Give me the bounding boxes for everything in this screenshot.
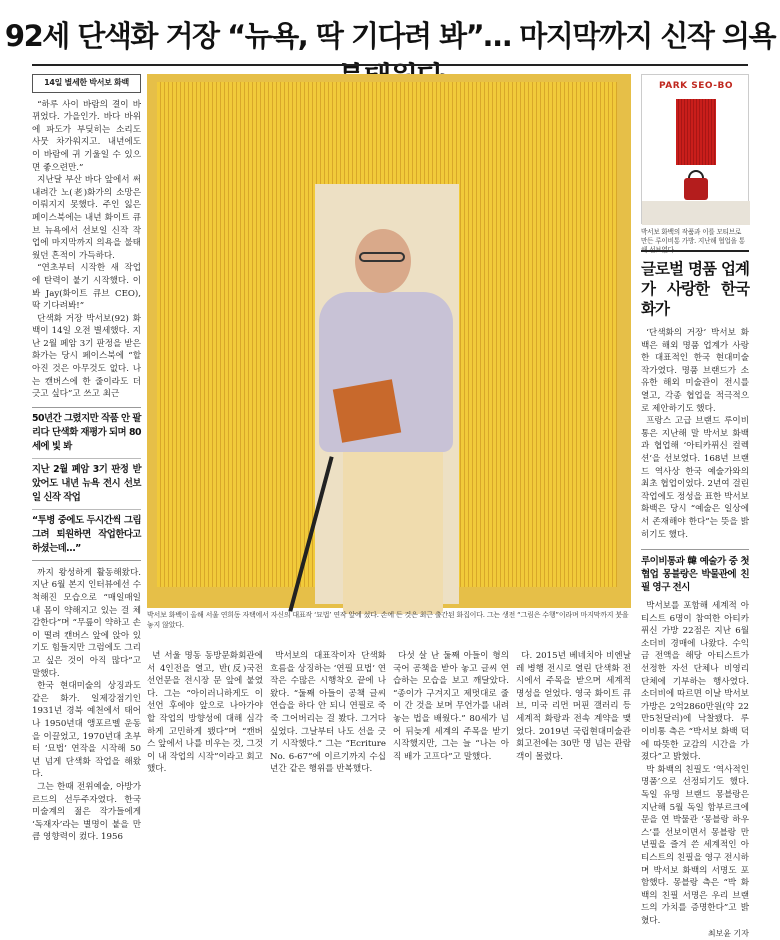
top-rule: [32, 64, 748, 66]
paragraph: “하루 사이 바람의 결이 바뀌었다. 가을인가. 바다 바위에 파도가 부딪히는 소리도 사뭇 차가워지고. 내년에도 이 바람에 귀 기울일 수 있으면 좋으련만.”: [32, 99, 141, 173]
book: [333, 379, 401, 443]
article-tag: 14일 별세한 박서보 화백: [32, 74, 141, 93]
paragraph: 박서보를 포함해 세계적 아티스트 6명이 참여한 아티카퓌신 가방 22점은 지난 6월 소더비 경매에 나왔다. 수익금 전액을 해당 아티스트가 선정한 자선 단체나 비영리 단체에 기부하는 행사였다. 소더비에 따르면 이날 박서보 가방은 2억2860만원(약 22만5천달러)에 낙찰됐다. 루이비통 측은 “박서보 화백 덕에 따뜻한 교감의 시간을 가졌다”고 밝혔다.: [641, 601, 749, 763]
headline: 92세 단색화 거장 “뉴욕, 딱 기다려 봐”… 마지막까지 신작 의욕: [4, 19, 776, 53]
paragraph: 한국 현대미술의 상징과도 같은 화가. 일제강점기인 1931년 경북 예천에서 태어나 1950년대 앵포르멜 운동을 이끌었고, 1970년대 초부터 ‘묘법’ 연작을 시작해 50년 넘게 단색화 작업을 해왔다.: [32, 681, 141, 780]
byline: 최보윤 기자: [707, 928, 749, 938]
right-column: [641, 250, 749, 938]
subheadline: 지난 2월 폐암 3기 판정 받았어도 내년 뉴욕 전시 선보일 신작 작업: [32, 463, 141, 503]
paragraph: 박 화백의 친필도 ‘역사적인 명품’으로 선정되기도 했다. 독일 유명 브랜드 몽블랑은 지난해 5월 독일 함부르크에 문을 연 박물관 ‘몽블랑 하우스’를 선보이면서 몽블랑 만년필을 즐겨 쓴 세계적인 아티스트의 친필을 영구 전시하며 박서보 화백의 서명도 포함했다. 몽블랑 측은 “박 화백의 친필 서명은 우리 브랜드의 가치를 증명한다”고 밝혔다.: [641, 764, 749, 926]
caption-text: 박서보 화백이 올해 서울 연희동 자택에서 자신의 대표작 ‘묘법’ 연작 앞에 섰다. 손에 든 것은 최근 출간된 화집이다. 그는 생전 “그림은 수행”이라며 마지막까지 붓을 놓지 않았다.: [147, 611, 629, 629]
glasses-icon: [359, 252, 405, 262]
side-article-headline: 글로벌 명품 업계가 사랑한 한국 화가: [641, 250, 749, 319]
paragraph: 프랑스 고급 브랜드 루이비통은 지난해 말 박서보 화백과 협업해 ‘아티카퓌신 컬렉션’을 선보였다. 168년 브랜드 역사상 한국 예술가와의 최초 협업이었다. 2년여 걸린 작업에도 정성을 표한 박서보 화백은 당시 “예술은 일상에서 존재해야 한다”는 뜻을 밝히기도 했다.: [641, 416, 749, 540]
paragraph: ‘단색화의 거장’ 박서보 화백은 해외 명품 업계가 사랑한 대표적인 한국 현대미술 작가였다. 명품 브랜드가 소유한 해외 미술관이 전시를 열고, 각종 협업을 적극적으로 제안하기도 했다.: [641, 328, 749, 414]
side-photo: [641, 74, 749, 224]
main-photo-caption: [147, 610, 631, 630]
body-column-1: 년 서울 명동 동방문화회관에서 4인전을 열고, 반(反)국전 선언문을 전시장 문 앞에 붙였다. 그는 “아이러니하게도 이 선언 후에야 앞으로 나아가야 할 작업의 방향성에 대해 심각하게 고민하게 됐다”며 “캔버스 앞에서 나를 비우는 것, 그것이 내 작업의 시작”이라고 회고했다.: [147, 651, 264, 775]
subheadline-block: [32, 407, 141, 561]
subheadline: “투병 중에도 두시간씩 그림 그려 퇴원하면 작업한다고 하셨는데…”: [32, 514, 141, 554]
red-artwork: [676, 99, 716, 165]
handbag-icon: [684, 178, 708, 200]
main-photo: [147, 74, 631, 608]
subheadline: 50년간 그렸지만 작품 안 팔리다 단색화 재평가 되며 80세에 빛 봐: [32, 412, 141, 452]
left-column: [32, 74, 141, 843]
person-pants: [343, 449, 443, 614]
side-subheadline: 루이비통과 韓 예술가 중 첫 협업 몽블랑은 박물관에 친필 영구 전시: [641, 549, 749, 594]
paragraph: 단색화 거장 박서보(92) 화백이 14일 오전 별세했다. 지난 2월 페암 3기 판정을 받은 화가는 당시 페이스북에 “할아진 것은 아무것도 없다. 나는 캔버스에 한 줄이라도 더 긋고 싶다”고 쓰고 최근: [32, 313, 141, 400]
paragraph: 그는 한때 전위예술, 아방가르드의 선두주자였다. 한국 미술계의 젊은 작가들에게 ‘독재자’라는 별명이 붙을 만큼 영향력이 컸다. 1956: [32, 781, 141, 843]
paragraph: 지난달 부산 바다 앞에서 써내려간 노(老)화가의 소망은 이뤄지지 못했다. 주인 잃은 페이스북에는 내년 화이트 큐브 뉴욕에서 선보일 신작 작업에 마지막까지 의욕을 불태웠던 흔적이 가득하다.: [32, 175, 141, 261]
body-column-2: 박서보의 대표작이자 단색화 흐름을 상징하는 ‘연필 묘법’ 연작은 수많은 시행착오 끝에 나왔다. “둘째 아들이 공책 글씨 연습을 하다 안 되니 연필로 죽죽 그어버리는 걸 봤다. 그거다 싶었다. 그날부터 나도 선을 긋기 시작했다.” 그는 “Ecriture No. 6-67”에 이르기까지 수십 년간 같은 행위를 반복했다.: [270, 651, 387, 775]
paragraph: “연초부터 시작한 새 작업에 탄력이 붙기 시작했다. 이봐 Jay(화이트 큐브 CEO), 딱 기다려봐!”: [32, 263, 141, 312]
brand-label: PARK SEO-BO: [659, 81, 733, 91]
paragraph: 까지 왕성하게 활동해왔다. 지난 6월 본지 인터뷰에선 수척해진 모습으로 “매일매일 내 몸이 약해지고 있는 걸 체감한다”며 “무릎이 약하고 손이 떨려 캔버스 앞에 앉아 있기도 힘들지만 그럼에도 그리고 싶은 것이 아직 많다”고 말했다.: [32, 567, 141, 679]
body-column-4: 다. 2015년 베네치아 비엔날레 병행 전시로 열린 단색화 전시에서 주목을 받으며 세계적 명성을 얻었다. 영국 화이트 큐브, 미국 리먼 머핀 갤러리 등 세계적 화랑과 전속 계약을 맺었다. 2019년 국립현대미술관 회고전에는 30만 명 넘는 관람객이 몰렸다.: [516, 651, 631, 762]
side-photo-caption: 박서보 화백의 작품과 이를 모티브로 만든 루이비통 가방. 지난해 협업을 통해 선보였다.: [641, 228, 745, 254]
table-surface: [642, 201, 750, 225]
body-column-3: 다섯 살 난 둘째 아들이 형의 국어 공책을 받아 놓고 글씨 연습하는 모습을 보고 깨달았다. “종이가 구겨지고 제멋대로 줄이 간 것을 보며 무언가를 내려놓는 법을 배웠다.” 80세가 넘어 뒤늦게 세계의 주목을 받기 시작했지만, 그는 늘 “나는 아직 배가 고프다”고 말했다.: [393, 651, 509, 762]
